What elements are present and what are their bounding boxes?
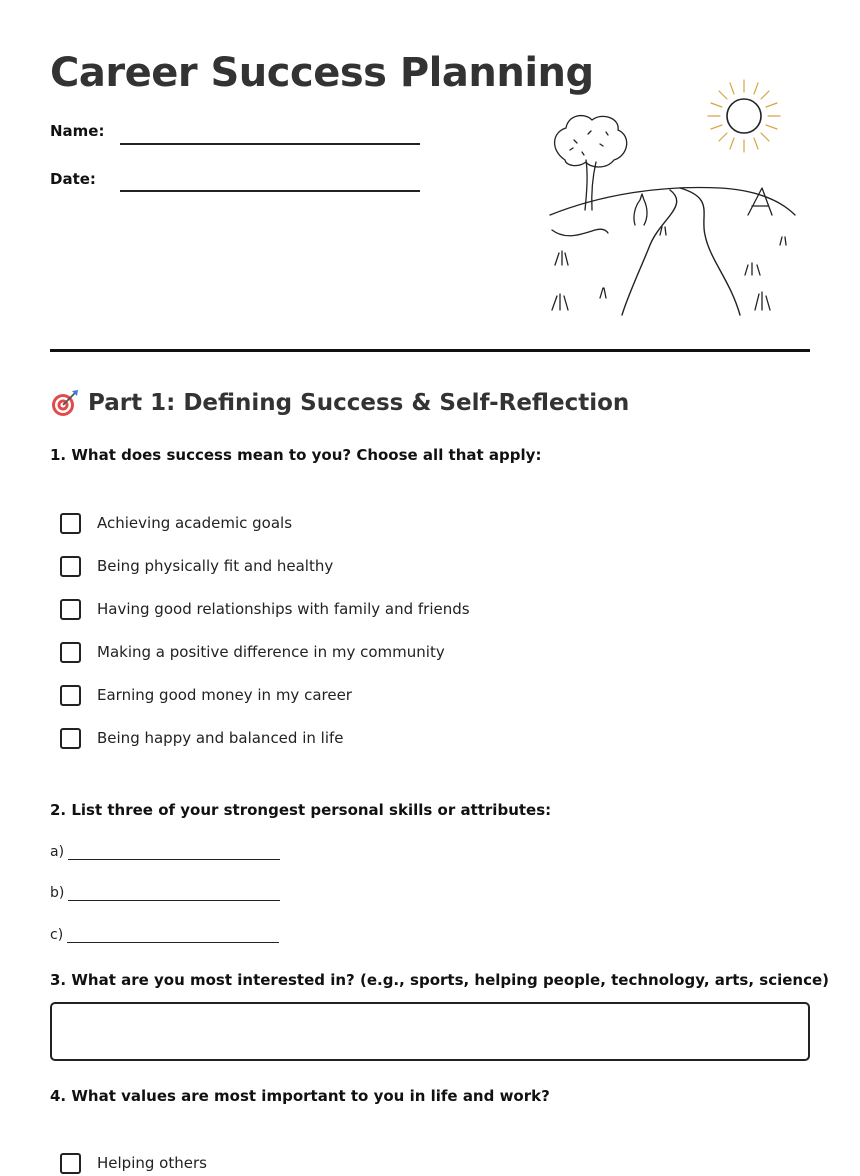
checkbox[interactable] bbox=[60, 556, 81, 577]
blank-label: b) bbox=[50, 885, 65, 901]
landscape-path-sun-illustration bbox=[540, 70, 800, 325]
option-label: Helping others bbox=[97, 1154, 207, 1172]
section-divider bbox=[50, 349, 810, 352]
question-2: 2. List three of your strongest personal skills or attributes: bbox=[50, 801, 552, 819]
worksheet-page bbox=[50, 0, 830, 1172]
blank-line[interactable] bbox=[67, 928, 279, 943]
name-label: Name: bbox=[50, 122, 105, 140]
sun-icon bbox=[708, 80, 780, 152]
page-title: Career Success Planning bbox=[50, 50, 594, 96]
option-label: Being physically fit and healthy bbox=[97, 557, 334, 575]
checkbox[interactable] bbox=[60, 513, 81, 534]
blank-label: c) bbox=[50, 927, 64, 943]
part1-title: Part 1: Defining Success & Self-Reflection bbox=[88, 390, 630, 416]
q1-option-2[interactable] bbox=[60, 553, 333, 579]
option-label: Making a positive difference in my community bbox=[97, 643, 445, 661]
q1-option-1[interactable] bbox=[60, 510, 292, 536]
checkbox[interactable] bbox=[60, 685, 81, 706]
checkbox[interactable] bbox=[60, 642, 81, 663]
q1-option-6[interactable] bbox=[60, 725, 344, 751]
checkbox[interactable] bbox=[60, 599, 81, 620]
option-label: Having good relationships with family and friends bbox=[97, 600, 470, 618]
checkbox[interactable] bbox=[60, 728, 81, 749]
name-line[interactable] bbox=[120, 143, 420, 145]
option-label: Earning good money in my career bbox=[97, 686, 352, 704]
q2-blank-b[interactable] bbox=[50, 885, 280, 901]
option-label: Achieving academic goals bbox=[97, 514, 293, 532]
q1-option-3[interactable] bbox=[60, 596, 470, 622]
q3-answer-box[interactable] bbox=[50, 1002, 810, 1061]
q2-blank-c[interactable] bbox=[50, 927, 279, 943]
question-3: 3. What are you most interested in? (e.g., sports, helping people, technology, arts, science) bbox=[50, 971, 830, 989]
question-1: 1. What does success mean to you? Choose all that apply: bbox=[50, 446, 542, 464]
part1-heading bbox=[50, 388, 629, 418]
q2-blank-a[interactable] bbox=[50, 844, 280, 860]
target-dart-icon bbox=[50, 388, 80, 418]
checkbox[interactable] bbox=[60, 1153, 81, 1174]
q4-option-1[interactable] bbox=[60, 1150, 207, 1176]
blank-line[interactable] bbox=[68, 845, 280, 860]
blank-line[interactable] bbox=[68, 886, 280, 901]
q1-option-4[interactable] bbox=[60, 639, 445, 665]
q1-option-5[interactable] bbox=[60, 682, 352, 708]
date-line[interactable] bbox=[120, 190, 420, 192]
blank-label: a) bbox=[50, 844, 65, 860]
question-4: 4. What values are most important to you in life and work? bbox=[50, 1087, 550, 1105]
date-label: Date: bbox=[50, 170, 96, 188]
option-label: Being happy and balanced in life bbox=[97, 729, 344, 747]
